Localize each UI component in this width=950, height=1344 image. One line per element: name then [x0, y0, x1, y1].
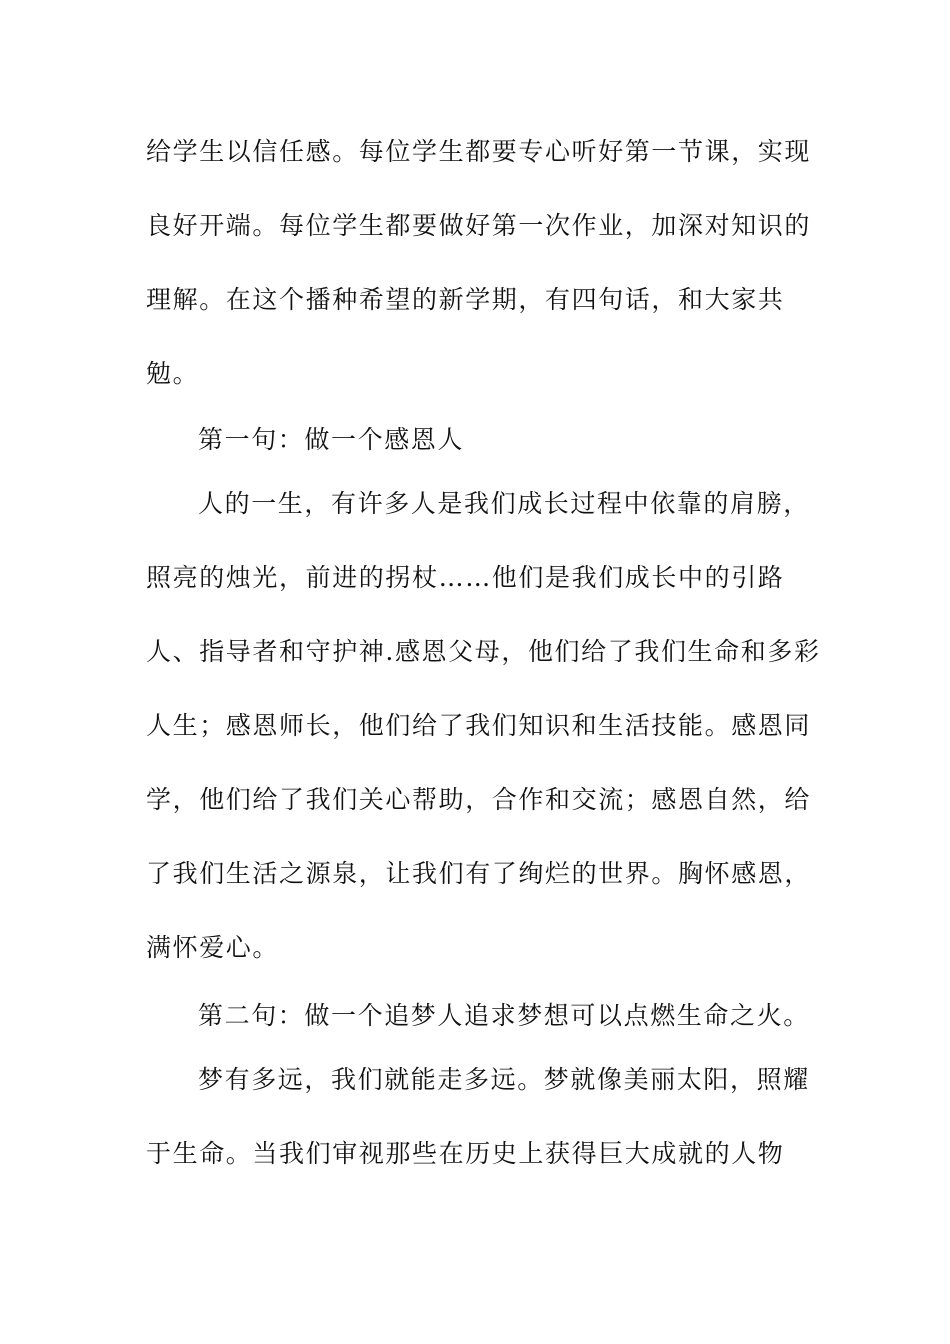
paragraph-line: 于生命。当我们审视那些在历史上获得巨大成就的人物: [146, 1139, 785, 1168]
paragraph-line: 照亮的烛光，前进的拐杖……他们是我们成长中的引路: [146, 563, 785, 592]
section-heading-2: 第二句：做一个追梦人追求梦想可以点燃生命之火。: [198, 1001, 810, 1030]
paragraph-line: 满怀爱心。: [146, 933, 280, 962]
paragraph-line: 学，他们给了我们关心帮助，合作和交流；感恩自然，给: [146, 785, 812, 814]
paragraph-line: 给学生以信任感。每位学生都要专心听好第一节课，实现: [146, 137, 812, 166]
section-heading-1: 第一句：做一个感恩人: [198, 425, 465, 454]
paragraph-line: 理解。在这个播种希望的新学期，有四句话，和大家共: [146, 285, 785, 314]
paragraph-line: 人的一生，有许多人是我们成长过程中依靠的肩膀，: [198, 489, 810, 518]
paragraph-line: 人、指导者和守护神.感恩父母，他们给了我们生命和多彩: [146, 637, 821, 666]
paragraph-line: 人生；感恩师长，他们给了我们知识和生活技能。感恩同: [146, 711, 812, 740]
paragraph-line: 勉。: [146, 359, 200, 388]
paragraph-line: 梦有多远，我们就能走多远。梦就像美丽太阳，照耀: [198, 1065, 810, 1094]
paragraph-line: 良好开端。每位学生都要做好第一次作业，加深对知识的: [146, 211, 812, 240]
paragraph-line: 了我们生活之源泉，让我们有了绚烂的世界。胸怀感恩，: [146, 859, 812, 888]
